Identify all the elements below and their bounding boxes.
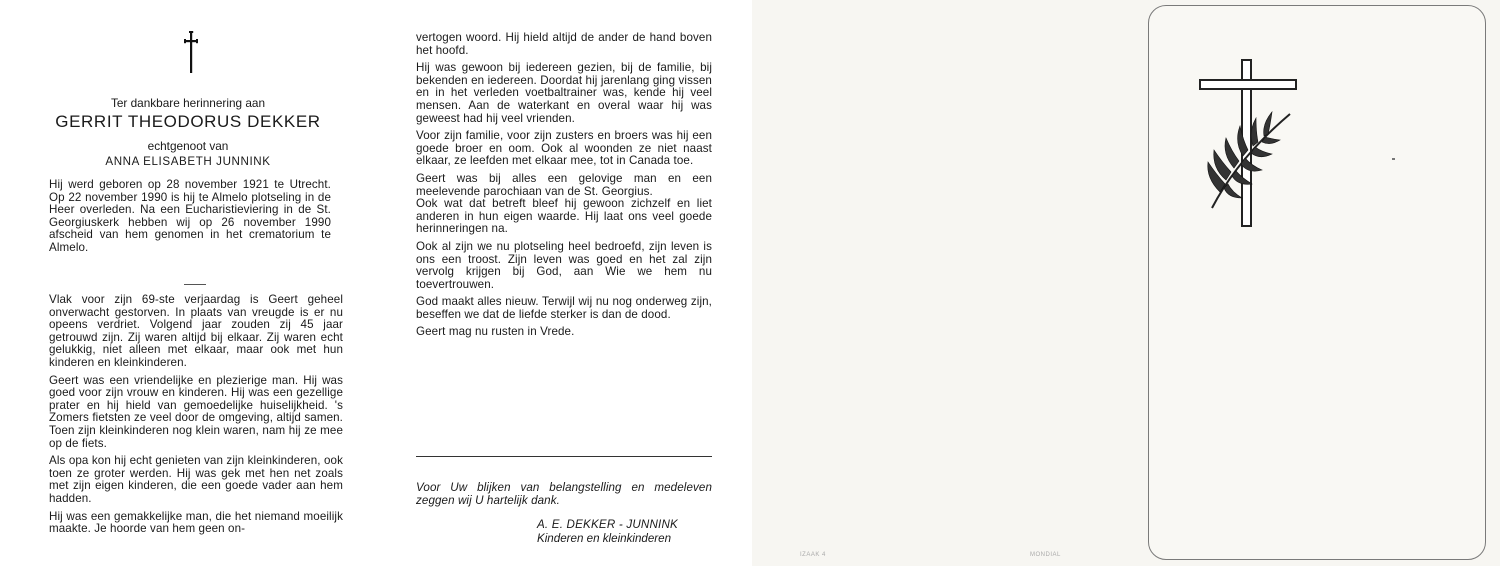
divider-line bbox=[416, 456, 712, 457]
paragraph: Geert mag nu rusten in Vrede. bbox=[416, 325, 575, 339]
paragraph: Ook al zijn we nu plotseling heel bedroefd, zijn leven is ons een troost. Zijn leven was goed en het zal zijn vervolg krijgen bij God, aan Wie we hem nu toevertrouwen. bbox=[416, 239, 712, 291]
middle-text-column bbox=[416, 32, 712, 344]
paragraph: God maakt alles nieuw. Terwijl wij nu nog onderweg zijn, beseffen we dat de liefde sterker is dan de dood. bbox=[416, 295, 712, 321]
left-text-column bbox=[49, 294, 343, 541]
spouse-name: ANNA ELISABETH JUNNINK bbox=[105, 155, 271, 168]
paragraph: Geert was een vriendelijke en plezierige man. Hij was goed voor zijn vrouw en kinderen. Hij was een gezellige prater en hij hield van gemoedelijke huiselijkheid. 's Zomers fietsten ze veel door de omgeving, altijd samen. Toen zijn kleinkinderen nog klein waren, nam hij ze mee op de fiets. bbox=[49, 373, 343, 450]
intro-line: Ter dankbare herinnering aan bbox=[110, 96, 266, 110]
birth-death-paragraph: Hij werd geboren op 28 november 1921 te Utrecht. Op 22 november 1990 is hij te Almelo plotseling in de Heer overleden. Na een Eucharistieviering in de St. Georgiuskerk hebben wij op 26 november 1990 afscheid van hem genomen in het crematorium te Almelo. bbox=[49, 178, 331, 254]
paragraph: vertogen woord. Hij hield altijd de ander de hand boven het hoofd. bbox=[416, 31, 712, 57]
printer-mark: IZAAK 4 bbox=[800, 552, 826, 558]
deceased-name: GERRIT THEODORUS DEKKER bbox=[55, 112, 321, 131]
spouse-label: echtgenoot van bbox=[147, 139, 229, 153]
printer-mark: MONDIAL bbox=[1030, 552, 1061, 558]
cross-icon bbox=[184, 31, 198, 73]
thanks-text: Voor Uw blijken van belangstelling en medeleven zeggen wij U hartelijk dank. bbox=[416, 481, 712, 507]
paragraph: Hij was gewoon bij iedereen gezien, bij de familie, bij bekenden en iedereen. Doordat hij jarenlang ging vissen en in het verleden voetbaltrainer was, kende hij veel mensen. Aan de waterkant en overal waar hij was geweest had hij veel vrienden. bbox=[416, 61, 712, 125]
signature-name: A. E. DEKKER - JUNNINK bbox=[537, 518, 678, 531]
paragraph: Vlak voor zijn 69-ste verjaardag is Geert geheel onverwacht gestorven. In plaats van vreugde is er nu opeens verdriet. Volgend jaar zouden zij 45 jaar getrouwd zijn. Zij waren altijd bij elkaar. Zij waren echt gelukkig, niet alleen met elkaar, maar ook met hun kinderen en kleinkinderen. bbox=[49, 293, 343, 369]
paragraph: Hij was een gemakkelijke man, die het niemand moeilijk maakte. Je hoorde van hem geen on- bbox=[49, 509, 343, 536]
paragraph: Voor zijn familie, voor zijn zusters en broers was hij een goede broer en oom. Ook al woonden ze niet naast elkaar, ze leefden met elkaar mee, tot in Canada toe. bbox=[416, 129, 712, 168]
cross-with-palm-branch-icon bbox=[1198, 58, 1298, 238]
paragraph: Ook wat dat betreft bleef hij gewoon zichzelf en liet anderen in hun eigen waarde. Hij laat ons veel goede herinneringen na. bbox=[416, 197, 712, 236]
separator bbox=[184, 284, 206, 285]
signature-subtitle: Kinderen en kleinkinderen bbox=[537, 532, 672, 545]
paragraph: Geert was bij alles een gelovige man en een meelevende parochiaan van de St. Georgius. bbox=[416, 171, 712, 198]
paper-speck bbox=[1392, 158, 1395, 160]
paragraph: Als opa kon hij echt genieten van zijn kleinkinderen, ook toen ze groter werden. Hij was gek met hen net zoals met zijn eigen kinderen, die een goede vader aan hem hadden. bbox=[49, 454, 343, 505]
